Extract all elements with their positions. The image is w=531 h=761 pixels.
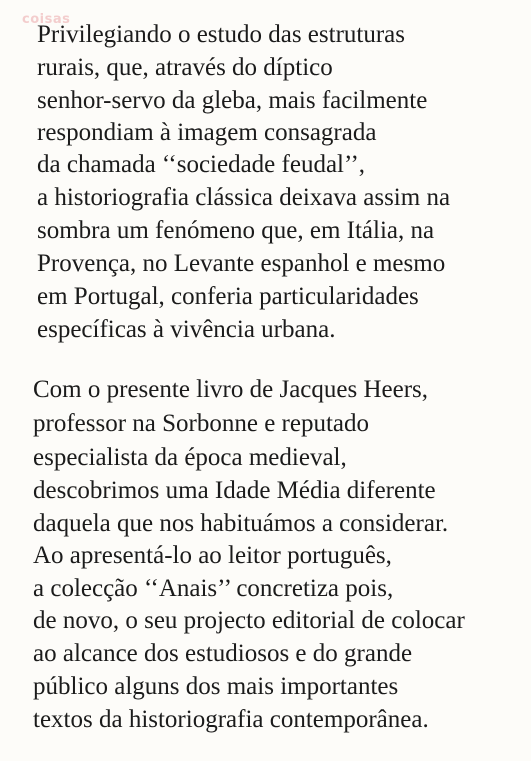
text-line: ao alcance dos estudiosos e do grande xyxy=(33,640,413,667)
text-line: público alguns dos mais importantes xyxy=(33,673,399,700)
text-line: a colecção ‘‘Anais’’ concretiza pois, xyxy=(33,575,394,602)
text-line: da chamada ‘‘sociedade feudal’’, xyxy=(37,151,366,178)
watermark-logo: coisas xyxy=(22,12,71,27)
text-line: descobrimos uma Idade Média diferente xyxy=(33,477,436,504)
text-line: em Portugal, conferia particularidades xyxy=(37,283,419,310)
text-line: Provença, no Levante espanhol e mesmo xyxy=(37,250,446,277)
text-line: senhor-servo da gleba, mais facilmente xyxy=(37,87,428,114)
text-line: professor na Sorbonne e reputado xyxy=(33,410,370,437)
text-line: específicas à vivência urbana. xyxy=(37,316,336,343)
text-line: daquela que nos habituámos a considerar. xyxy=(33,510,449,537)
text-line: sombra um fenómeno que, em Itália, na xyxy=(37,217,435,244)
text-line: Privilegiando o estudo das estruturas xyxy=(37,21,405,48)
text-line: Com o presente livro de Jacques Heers, xyxy=(33,376,429,403)
text-line: textos da historiografia contemporânea. xyxy=(33,706,429,733)
text-line: de novo, o seu projecto editorial de colocar xyxy=(33,607,465,634)
text-line: rurais, que, através do díptico xyxy=(37,54,333,81)
text-line: Ao apresentá-lo ao leitor português, xyxy=(33,542,392,569)
text-line: a historiografia clássica deixava assim na xyxy=(37,184,451,211)
text-line: especialista da época medieval, xyxy=(33,444,347,471)
text-line: respondiam à imagem consagrada xyxy=(37,119,377,146)
